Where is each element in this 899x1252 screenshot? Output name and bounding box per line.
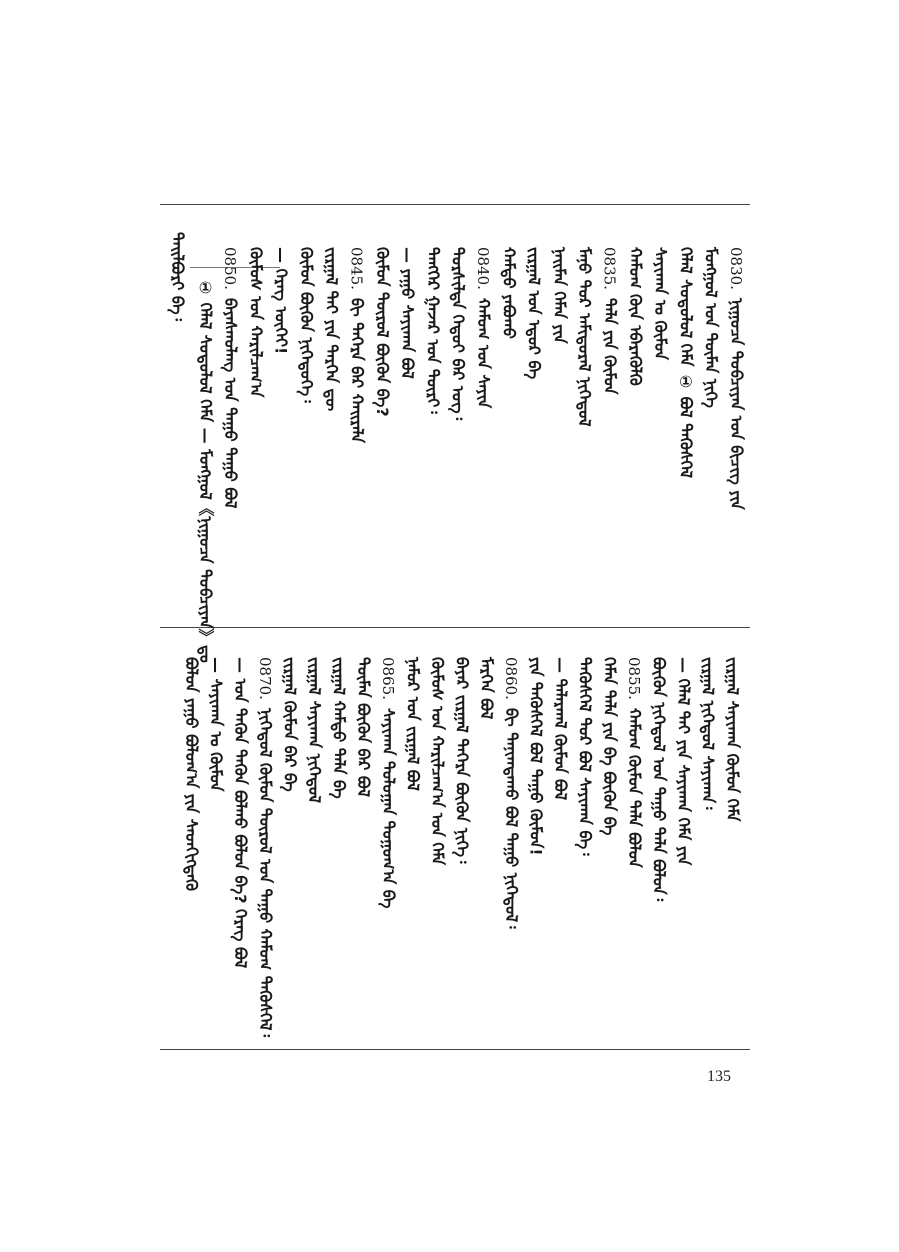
text-line: [503, 657, 519, 929]
line-text: ᠲᠡᠭᠦᠰᠬᠡᠯ ᠳᠤᠷ ᠪᠣᠯ ᠰᠠᠶᠢᠬᠠᠨ ᠪᠠ᠄: [575, 657, 595, 856]
bottom-rule: [160, 1049, 750, 1050]
line-text: ᠬᠡᠯᠡᠯ ᠰᠤᠳᠤᠯᠤᠯ ᠬᠡᠮᠡ ① ᠪᠣᠯ ᠲᠡᠭᠦᠰᠬᠡᠯ: [676, 247, 696, 478]
line-text: — ᠶᠠᠭᠤ ᠰᠠᠶᠢᠬᠠᠨ ᠪᠣᠯ: [398, 247, 418, 379]
text-line: [398, 247, 418, 379]
text-line: [551, 247, 567, 344]
text-line: [649, 657, 669, 902]
line-text: — ᠲᠠᠯᠠᠷᠬᠠᠯ ᠬᠦᠮᠦᠨ ᠪᠣᠯ: [551, 657, 570, 801]
text-line: [475, 247, 491, 408]
line-number: 0870.: [255, 657, 274, 700]
line-text: — ᠬᠡᠯᠡᠯ ᠲᠠᠢ ᠶᠢᠨ ᠰᠠᠶᠢᠬᠠᠨ ᠬᠡᠮᠡ ᠶᠢᠨ: [674, 657, 693, 866]
text-line: [626, 657, 642, 868]
line-text: ᠲᠠᠯᠠ ᠶᠢᠨ ᠬᠦᠮᠦᠨ: [600, 297, 620, 395]
line-text: ᠬᠦᠮᠦᠨ ᠪᠦᠬᠦᠨ ᠨᠢᠭᠡᠳᠦᠭᠡ᠄: [296, 247, 316, 403]
line-text: ᠶᠢᠨ ᠲᠡᠭᠦᠰᠬᠡᠯ ᠪᠣᠯ ᠳᠠᠭᠤ ᠬᠦᠮᠦᠨ!: [526, 657, 546, 856]
text-line: [703, 247, 719, 408]
line-text: ᠵᠢᠷᠭᠠᠯ ᠨᠢᠭᠡᠳᠦᠯ ᠰᠠᠶᠢᠬᠠᠨ᠄: [698, 657, 718, 810]
text-line: [349, 247, 365, 443]
line-text: ᠰᠠᠶᠢᠬᠠᠨ ᠳᠣᠯᠣᠭᠠᠨ ᠲᠣᠭᠤᠭ᠎ᠠ ᠪᠠ: [378, 707, 398, 909]
text-line: [651, 247, 671, 360]
line-text: ᠵᠢᠷᠭᠠᠯ ᠬᠠᠮᠲᠤ ᠲᠠᠯᠠ ᠪᠠ: [329, 657, 349, 799]
text-line: [675, 657, 691, 865]
text-line: [246, 247, 266, 398]
line-text: ᠵᠢᠷᠭᠠᠯ ᠰᠠᠶᠢᠬᠠᠨ ᠨᠢᠭᠡᠳᠦᠯ: [305, 657, 324, 804]
line-text: ᠮᠣᠩᠭᠣᠯ ᠤᠨ ᠲᠦᠮᠡᠨ ᠨᠢᠭᠡ: [701, 247, 721, 408]
line-number: 0865.: [378, 657, 397, 700]
text-line: [450, 247, 466, 420]
text-line: [627, 247, 643, 386]
line-text: — ᠤᠨ ᠲᠡᠭᠦᠨ ᠲᠡᠭᠦᠨ ᠪᠣᠯᠬᠤ ᠪᠣᠯᠤᠨ ᠪᠠ? ᠬᠡᠷᠡᠭ ᠪᠣᠯ: [231, 657, 251, 969]
header-line: ᠲᠠᠢᠯᠪᠣᠷᠢ ᠪᠠ᠄: [168, 232, 187, 322]
text-line: [222, 247, 238, 508]
line-text: ᠮᠠᠨᠤ ᠳᠤᠷ ᠠᠮᠢᠳᠤᠷᠠᠯ ᠨᠢᠭᠡᠳᠦᠯ: [575, 247, 595, 427]
line-text: ᠲᠤᠷᠰᠢᠯᠲᠠ ᠬᠡᠳᠦᠢ ᠪᠡᠷ ᠤᠭ᠌᠄: [448, 247, 468, 421]
text-line: [306, 657, 322, 803]
line-text: ᠲᠦᠮᠡᠨ ᠪᠦᠬᠦᠨ ᠪᠠᠷ ᠪᠣᠯ: [354, 657, 374, 797]
line-text: ᠬᠠᠮᠤᠭ ᠬᠦᠨ ᠡᠪᠡᠷᠡᠭᠦᠯᠬᠦ: [625, 247, 645, 386]
line-text: ᠬᠦᠮᠦᠰ ᠤᠨ ᠬᠠᠷᠢᠯᠴᠠᠭ᠎ᠠ ᠤᠨ ᠬᠡᠮᠡ: [428, 657, 447, 866]
line-text: ᠵᠢᠷᠭᠠᠯ ᠬᠦᠮᠦᠨ ᠪᠠᠷ ᠪᠠ: [280, 657, 300, 792]
line-text: ᠪᠠᠶᠠᠷ ᠵᠢᠷᠭᠠᠯ ᠳᠡᠭᠡᠷᠡ ᠪᠦᠬᠦᠨ ᠨᠢᠭᠡ᠄: [452, 657, 472, 864]
line-text: ᠲᠡᠩᠭᠡᠷ ᠭᠠᠵᠠᠷ ᠤᠨ ᠳᠦᠷᠢ᠄: [423, 247, 443, 414]
line-text: ᠪᠦᠬᠦᠨ ᠨᠢᠭᠡᠳᠦᠯ ᠤᠨ ᠳᠠᠭᠤ ᠲᠠᠯᠠ ᠪᠣᠯᠤᠨ᠄: [649, 657, 669, 902]
text-line: [723, 657, 743, 822]
line-number: 0835.: [600, 247, 619, 290]
text-line: [600, 657, 620, 836]
line-number: 0840.: [474, 247, 492, 290]
text-line: [354, 657, 374, 797]
text-line: [575, 247, 595, 427]
line-text: ᠪᠠᠶᠠᠰᠬᠤᠯᠠᠩ ᠤᠨ ᠳᠠᠭᠤ ᠳᠠᠭᠤ ᠪᠣᠯ: [221, 297, 240, 509]
text-line: [380, 657, 396, 909]
text-line: [728, 247, 744, 510]
line-text: ᠬᠦᠮᠦᠰ ᠤᠨ ᠬᠠᠷᠢᠯᠴᠠᠭ᠎ᠠ: [246, 247, 266, 398]
line-text: ᠨᠢᠭᠤᠴᠠ ᠲᠣᠪᠴᠢᠶᠠᠨ ᠤᠨ ᠪᠢᠴᠢᠭ ᠶᠢᠨ: [727, 297, 746, 510]
line-text: ᠬᠠᠮᠤᠭ ᠬᠦᠮᠦᠨ ᠲᠠᠯᠠ ᠪᠣᠯᠤᠨ: [624, 707, 644, 868]
line-text: ᠬᠠᠮᠲᠤ ᠶᠠᠪᠤᠬᠤ: [499, 247, 519, 339]
text-line: [552, 657, 568, 800]
line-text: ᠵᠢᠷᠭᠠᠯ ᠲᠠᠢ ᠶᠢᠨ ᠲᠡᠷᠭᠡᠨ ᠳᠦ: [322, 247, 342, 412]
top-rule: [160, 204, 750, 205]
line-text: ᠨᠢᠭᠡᠳᠦᠯ ᠬᠦᠮᠦᠨ ᠲᠦᠷᠦᠯ ᠤᠨ ᠳᠠᠭᠤ ᠬᠠᠮᠤᠭ ᠲᠡᠭᠦᠰᠬᠡᠯ᠄: [255, 707, 275, 1037]
text-line: [322, 247, 342, 412]
text-line: [273, 247, 289, 354]
text-line: [374, 247, 390, 417]
text-line: [526, 247, 542, 379]
text-line: [526, 657, 546, 856]
line-text: ᠪᠢ ᠳᠡᠭᠡᠷᠡ ᠪᠡᠷ ᠬᠠᠢᠷᠠᠯᠠ: [347, 297, 367, 444]
footnote: ① ᠬᠡᠯᠡᠯ ᠰᠤᠳᠤᠯᠤᠯ ᠬᠡᠮᠡ — ᠮᠣᠩᠭᠣᠯ《ᠨᠢᠭᠤᠴᠠ ᠲᠣᠪᠴᠢᠶᠠᠨ》ᠳᠤ: [196, 278, 215, 663]
line-text: ᠵᠢᠷᠭᠠᠯ ᠰᠠᠶᠢᠬᠠᠨ ᠬᠦᠮᠦᠨ ᠬᠡᠮᠡ: [723, 657, 743, 822]
line-text: ᠰᠠᠶᠢᠬᠠᠨ ᠤ ᠬᠦᠮᠦᠨ: [651, 247, 671, 360]
text-line: [454, 657, 470, 864]
line-number: 0830.: [727, 247, 745, 290]
text-line: [700, 657, 716, 810]
line-text: ᠨᠠᠮᠤᠷ ᠤᠨ ᠵᠢᠷᠭᠠᠯ ᠪᠣᠯ: [403, 657, 423, 791]
line-number: 0860.: [501, 657, 520, 700]
text-line: [208, 657, 224, 792]
line-text: ᠪᠣᠯᠤᠨ ᠶᠠᠭᠤ ᠪᠣᠯᠤᠭ᠎ᠠ ᠶᠢᠨ ᠰᠡᠳᠭᠢᠭᠳᠡᠬᠦ: [182, 657, 201, 891]
middle-rule: [160, 627, 750, 628]
text-line: [423, 247, 443, 414]
text-line: [183, 657, 199, 891]
text-line: [477, 657, 497, 720]
text-line: [280, 657, 300, 792]
text-line: [602, 247, 618, 395]
text-line: [231, 657, 251, 969]
line-text: — ᠰᠠᠶᠢᠬᠠᠨ ᠤ ᠬᠦᠮᠦᠨ: [206, 657, 226, 792]
text-line: [257, 657, 273, 1037]
line-text: ᠪᠢ ᠲᠠᠨᠢᠭᠳᠠᠬᠤ ᠪᠣᠯ ᠳᠠᠭᠤ ᠨᠢᠭᠡᠳᠦᠯ᠄: [501, 707, 521, 929]
line-text: — ᠬᠡᠷᠡᠭ ᠦᠭᠡᠢ!: [271, 247, 291, 355]
line-text: ᠨᠠᠢᠮᠠᠨ ᠬᠡᠮᠡᠨ ᠶᠢᠨ: [549, 247, 569, 344]
line-number: 0855.: [624, 657, 643, 700]
text-line: [499, 247, 519, 339]
text-line: [403, 657, 423, 791]
line-text: ᠮᠡᠷᠭᠡᠨ ᠪᠣᠯ: [477, 657, 497, 720]
line-text: ᠬᠡᠮᠡᠨ ᠲᠠᠯᠠ ᠶᠢᠨ ᠪᠠ ᠪᠦᠬᠦᠨ ᠪᠠ: [600, 657, 620, 836]
text-line: [331, 657, 347, 799]
text-line: [429, 657, 445, 865]
line-text: ᠬᠠᠮᠤᠭ ᠤᠨ ᠰᠠᠶᠢᠨ: [474, 297, 493, 409]
text-line: [676, 247, 696, 478]
line-number: 0845.: [347, 247, 366, 290]
line-number: 0850.: [221, 247, 239, 290]
line-text: ᠬᠦᠮᠦᠨ ᠲᠦᠷᠦᠯ ᠪᠦᠬᠦᠨ ᠪᠠ?: [372, 247, 392, 417]
text-line: [577, 657, 593, 856]
text-line: [298, 247, 314, 403]
page-number: 135: [707, 1068, 731, 1085]
line-text: ᠵᠢᠷᠭᠠᠯ ᠤᠨ ᠡᠳᠦᠷ ᠪᠠ: [524, 247, 544, 380]
